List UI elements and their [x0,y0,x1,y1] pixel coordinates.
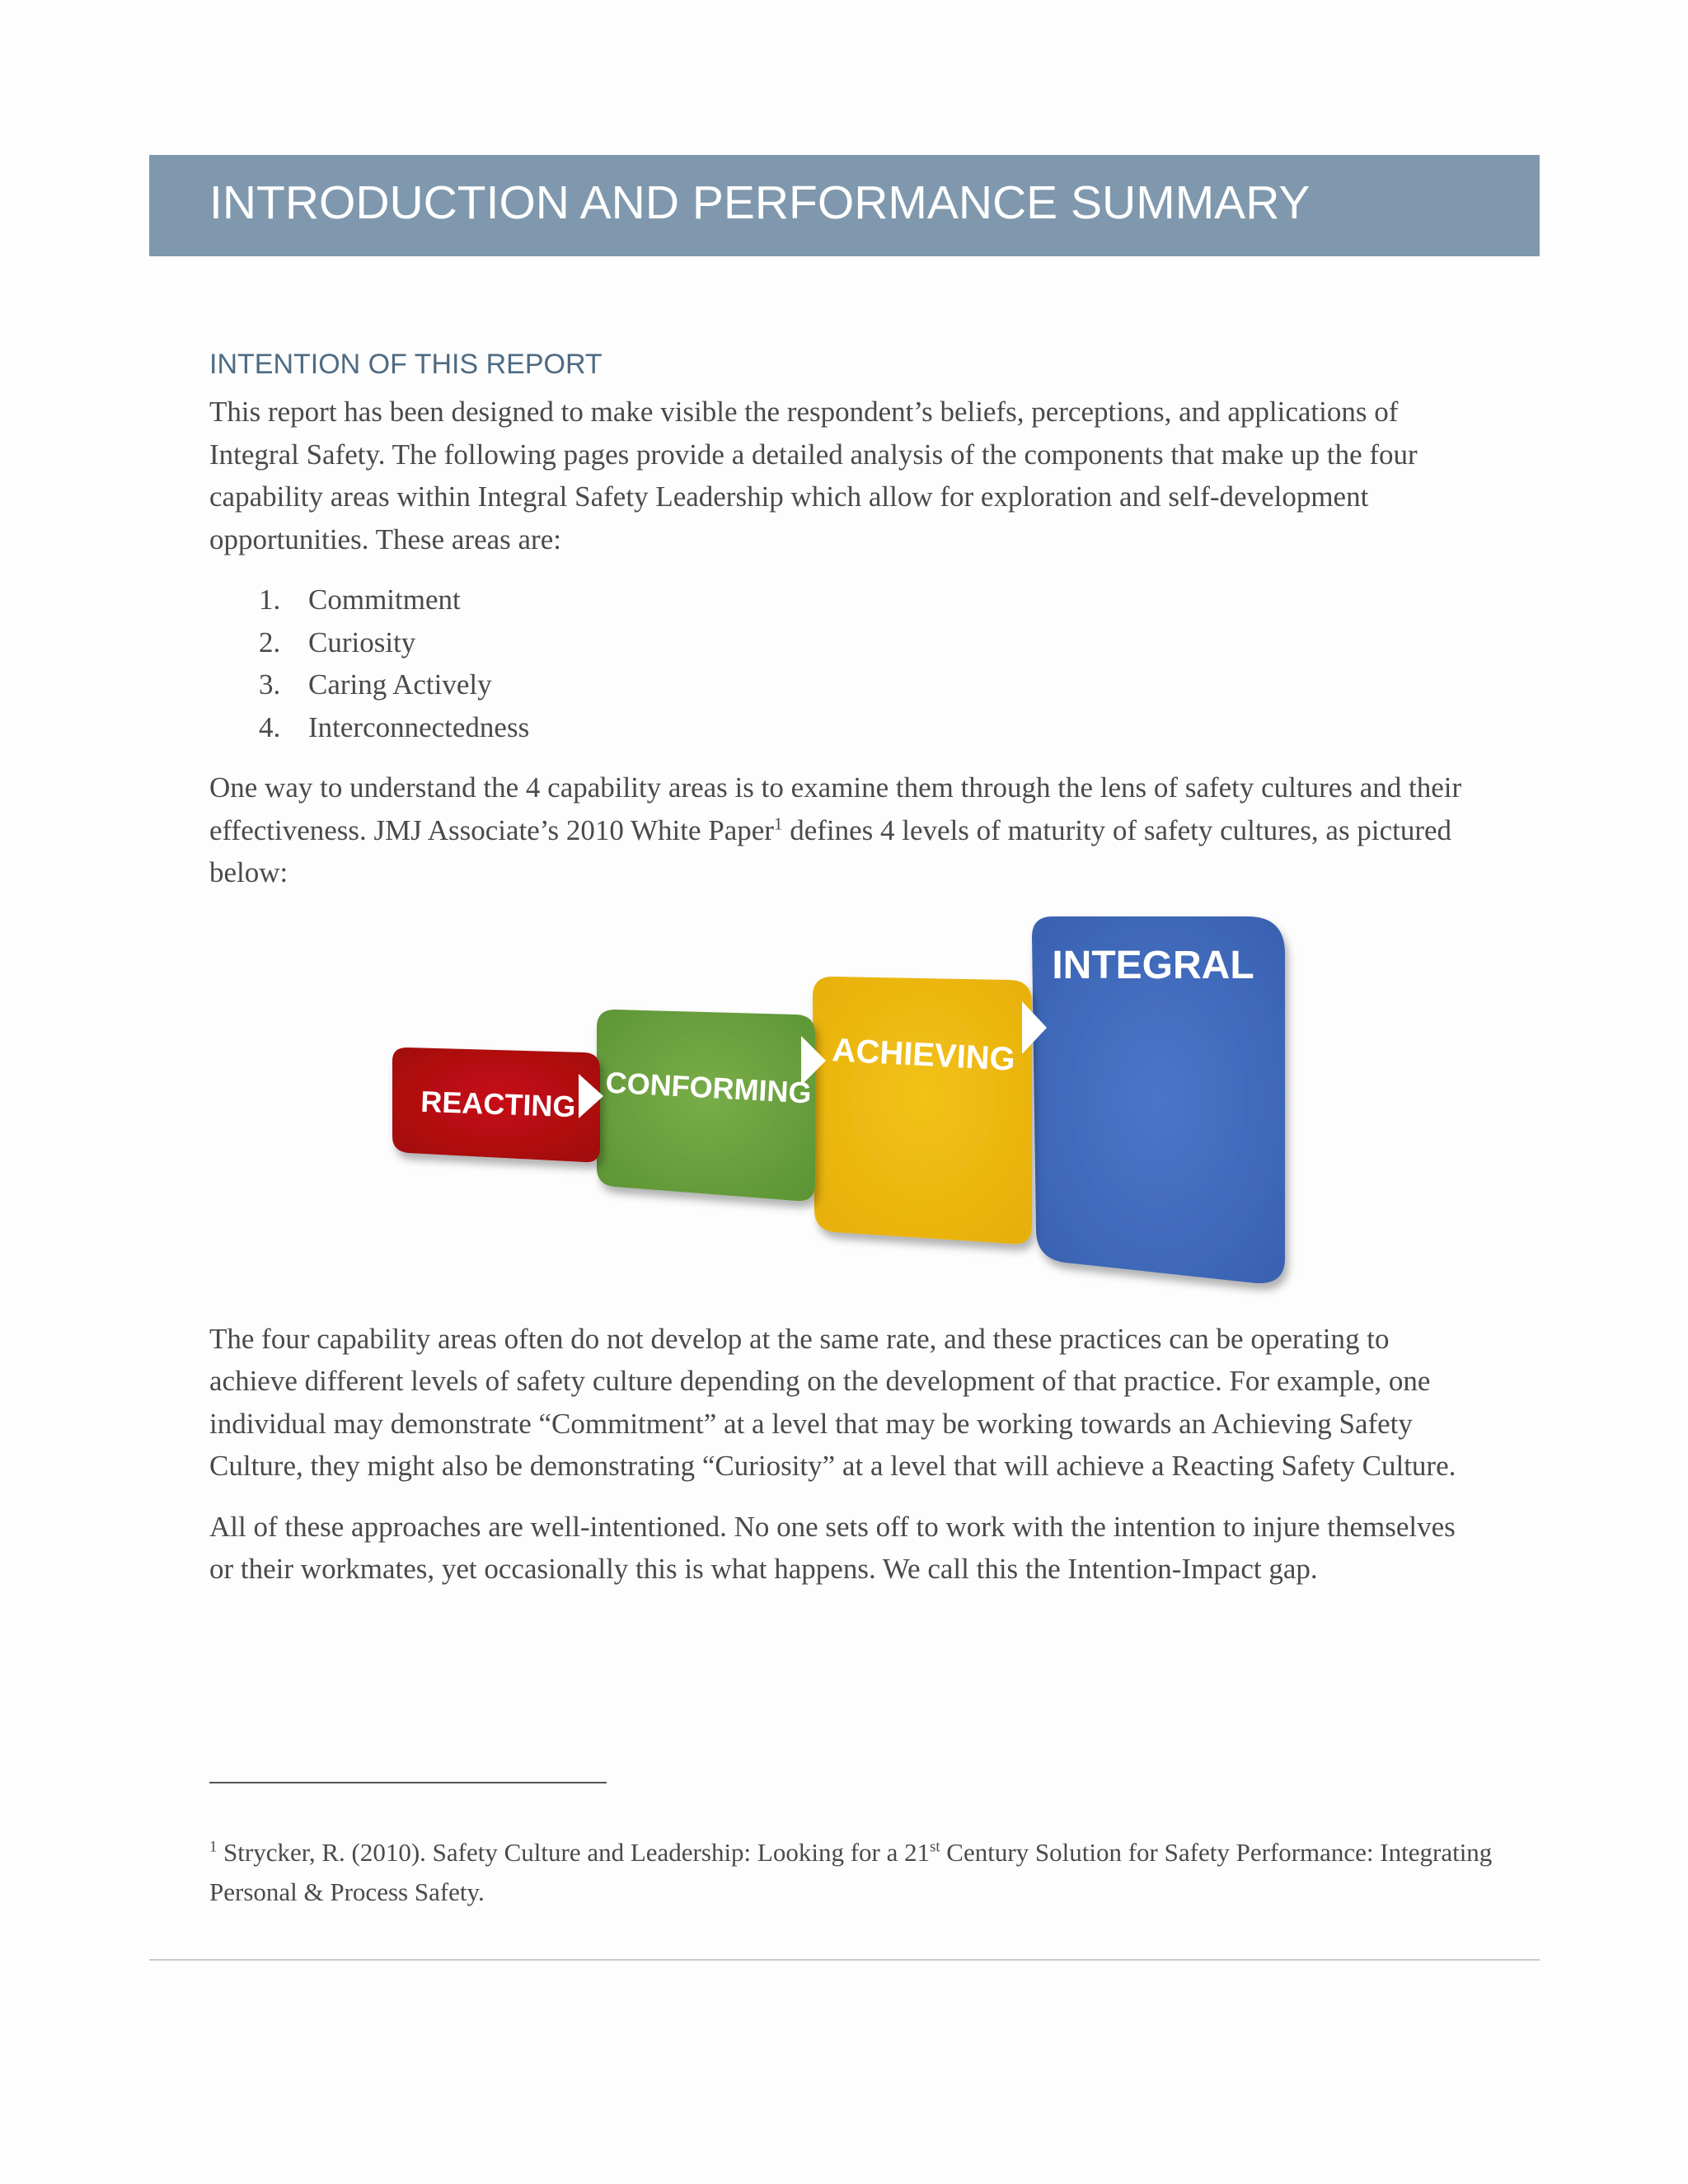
list-item-label: Caring Actively [308,668,492,701]
list-item-label: Curiosity [308,626,416,658]
list-number: 2. [259,626,281,658]
list-number: 1. [259,583,281,616]
list-item-label: Commitment [308,583,461,616]
list-number: 4. [259,710,281,743]
stage-label-reacting: REACTING [420,1084,577,1123]
capability-areas-list [209,579,1479,748]
lens-paragraph [209,766,1479,894]
section-heading: INTENTION OF THIS REPORT [209,349,603,380]
lens-text-continued: defines 4 levels of maturity of safety cultures, as pictured below: [209,813,1452,889]
page-bottom-divider [149,1959,1540,1961]
intro-paragraph: This report has been designed to make visible the respondent’s beliefs, perceptions, and applications of Integral Safety. The following pages provide a detailed analysis of the components that make up the four capability areas within Integral Safety Leadership which allow for exploration and self-development opportunities. These areas are: [209,396,1418,555]
footnote-marker: 1 [209,1838,218,1856]
stage-achieving-block [813,977,1032,1244]
footnote-text-continued: Century Solution for Safety Performance: Integrating Personal & Process Safety. [209,1838,1493,1906]
list-item [209,579,1479,621]
page-title: INTRODUCTION AND PERFORMANCE SUMMARY [209,176,1311,229]
list-item [209,621,1479,664]
safety-culture-maturity-diagram [209,912,1479,1306]
list-number: 3. [259,668,281,701]
footnote-superscript: st [930,1838,940,1856]
stage-label-achieving: ACHIEVING [831,1031,1016,1078]
main-content [209,346,1479,1609]
list-item [209,663,1479,706]
rate-paragraph: The four capability areas often do not develop at the same rate, and these practices can be operating to achieve different levels of safety culture depending on the development of that practice. For example, one individual may demonstrate “Commitment” at a level that may be working towards an Achieving Safety Culture, they might also be demonstrating “Curiosity” at a level that will achieve a Reacting Safety Culture. [209,1322,1456,1483]
gap-paragraph: All of these approaches are well-intentioned. No one sets off to work with the intention to injure themselves or their workmates, yet occasionally this is what happens. We call this the Intention-Impact gap. [209,1510,1456,1586]
stage-label-conforming: CONFORMING [604,1065,813,1110]
footnote-separator [209,1782,607,1783]
section-banner [149,155,1540,256]
footnote [209,1833,1495,1912]
list-item-label: Interconnectedness [308,710,530,743]
maturity-steps-graphic [209,912,1479,1306]
stage-label-integral: INTEGRAL [1052,943,1254,987]
footnote-text: Strycker, R. (2010). Safety Culture and Leadership: Looking for a 21 [217,1838,931,1867]
list-item [209,706,1479,749]
footnote-reference: 1 [773,813,783,834]
lens-text: One way to understand the 4 capability areas is to examine them through the lens of safety cultures and their effectiveness. JMJ Associate’s 2010 White Paper [209,771,1462,846]
